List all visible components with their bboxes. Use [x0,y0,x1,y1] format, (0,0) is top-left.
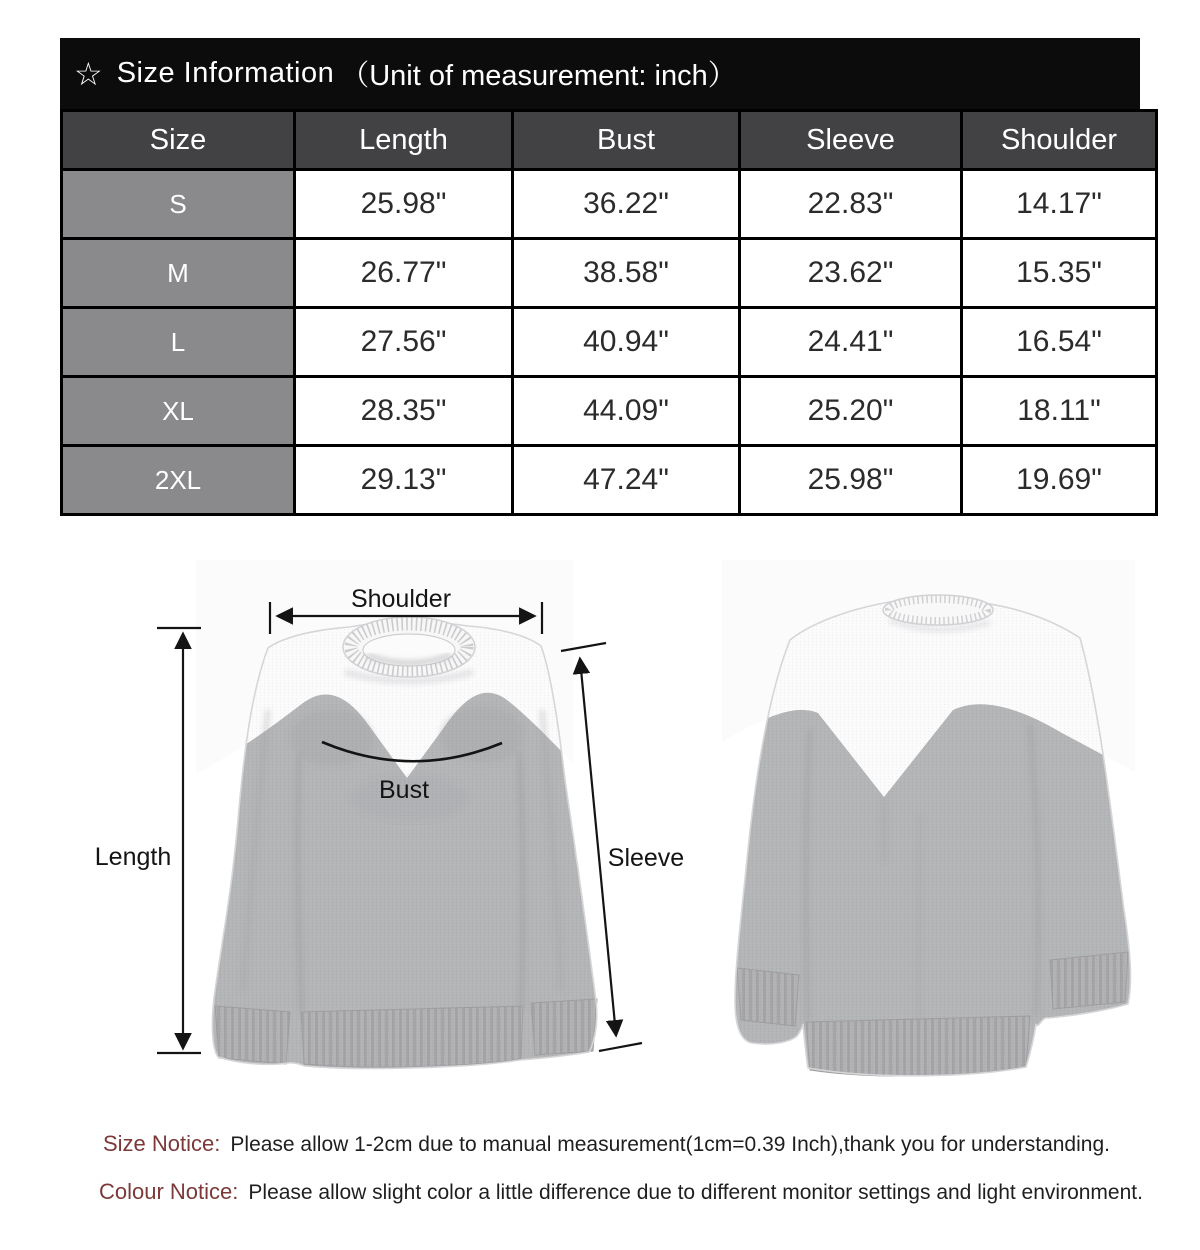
front-collar [343,617,475,677]
colour-notice-text: Please allow slight color a little difference due to different monitor settings and light environment. [248,1181,1143,1204]
unit-note: （Unit of measurement: inch） [340,60,737,92]
sleeve-bottom-tick [599,1043,642,1051]
size-cell: S [62,170,295,239]
bust-label: Bust [378,776,430,804]
bust-cell: 38.58" [513,239,740,308]
size-cell: L [62,308,295,377]
length-cell: 28.35" [295,377,513,446]
shoulder-cell: 19.69" [962,446,1157,515]
back-collar [883,595,993,625]
size-notice [103,1131,1110,1157]
bust-cell: 44.09" [513,377,740,446]
column-header-sleeve: Sleeve [740,111,962,170]
front-knit-texture [212,622,596,1069]
size-cell: 2XL [62,446,295,515]
table-row [62,170,1157,239]
sleeve-label: Sleeve [607,844,685,872]
sleeve-cell: 25.20" [740,377,962,446]
star-icon: ☆ [74,55,103,92]
colour-notice-label: Colour Notice: [99,1179,239,1204]
back-sweater-illustration [722,560,1135,1076]
column-header-bust: Bust [513,111,740,170]
page-title: Size Information [116,57,335,89]
table-row [62,446,1157,515]
column-header-shoulder: Shoulder [962,111,1157,170]
sleeve-cell: 22.83" [740,170,962,239]
sleeve-cell: 23.62" [740,239,962,308]
bust-cell: 47.24" [513,446,740,515]
length-cell: 27.56" [295,308,513,377]
length-cell: 26.77" [295,239,513,308]
shoulder-cell: 15.35" [962,239,1157,308]
table-row [62,377,1157,446]
size-notice-label: Size Notice: [103,1131,221,1156]
length-cell: 29.13" [295,446,513,515]
shoulder-cell: 16.54" [962,308,1157,377]
sleeve-cell: 24.41" [740,308,962,377]
size-cell: M [62,239,295,308]
title-bar [60,38,1140,109]
front-sweater-illustration [196,560,597,1068]
table-row [62,308,1157,377]
back-knit-texture [735,598,1131,1076]
size-cell: XL [62,377,295,446]
length-cell: 25.98" [295,170,513,239]
shoulder-label: Shoulder [350,585,452,613]
column-header-length: Length [295,111,513,170]
size-notice-text: Please allow 1-2cm due to manual measurement(1cm=0.39 Inch),thank you for understanding. [230,1133,1110,1156]
measurement-diagram [0,560,1200,1120]
shoulder-cell: 18.11" [962,377,1157,446]
table-header-row [62,111,1157,170]
shoulder-cell: 14.17" [962,170,1157,239]
column-header-size: Size [62,111,295,170]
bust-cell: 40.94" [513,308,740,377]
colour-notice [99,1179,1143,1205]
length-label: Length [94,843,172,871]
table-row [62,239,1157,308]
bust-cell: 36.22" [513,170,740,239]
sleeve-cell: 25.98" [740,446,962,515]
size-table [60,109,1158,516]
